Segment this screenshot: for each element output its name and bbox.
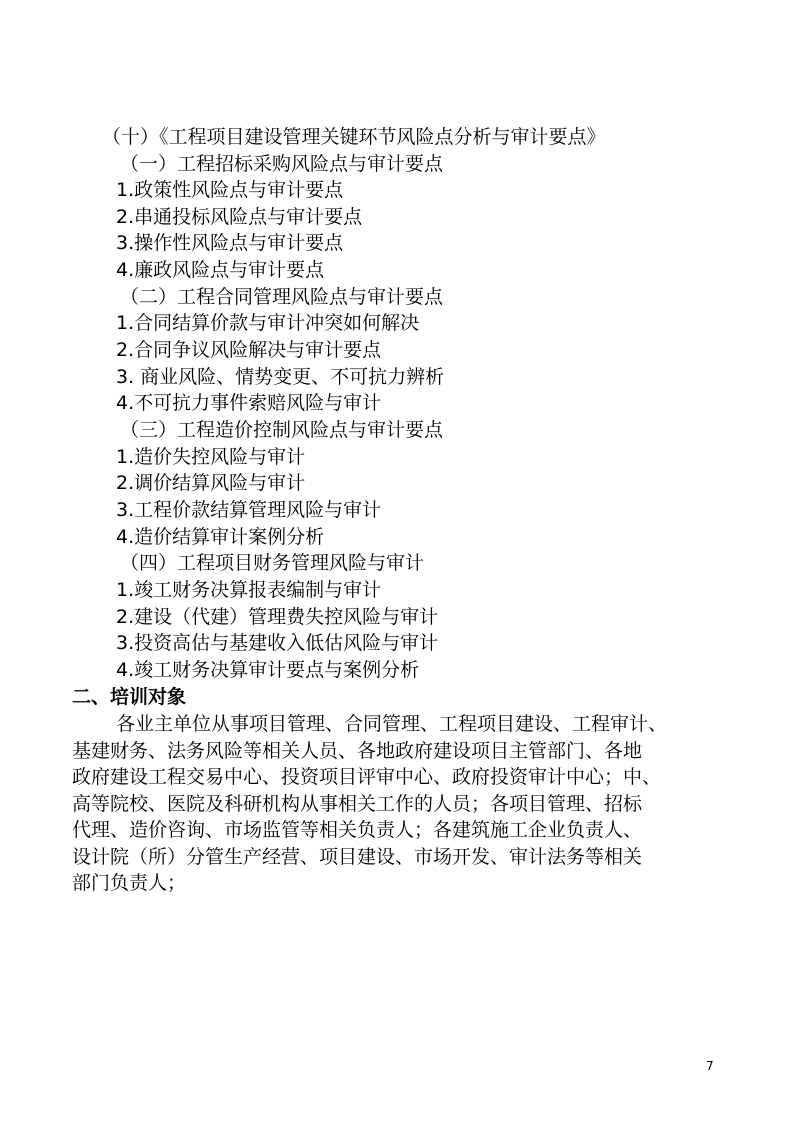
page-number: 7: [706, 1059, 714, 1073]
list-item: 1.竣工财务决算报表编制与审计: [116, 579, 382, 601]
list-item: 4.廉政风险点与审计要点: [116, 259, 325, 281]
subsection-title: （一）工程招标采购风险点与审计要点: [120, 153, 444, 175]
list-item: 4.竣工财务决算审计要点与案例分析: [116, 659, 420, 681]
list-item: 2.串通投标风险点与审计要点: [116, 206, 363, 228]
paragraph-line: 代理、造价咨询、市场监管等相关负责人；各建筑施工企业负责人、: [72, 819, 643, 841]
paragraph-line: 设计院（所）分管生产经营、项目建设、市场开发、审计法务等相关: [72, 845, 643, 868]
list-item: 4.不可抗力事件索赔风险与审计: [116, 392, 382, 414]
paragraph-line: 各业主单位从事项目管理、合同管理、工程项目建设、工程审计、: [116, 713, 668, 735]
list-item: 1.造价失控风险与审计: [116, 446, 306, 468]
list-item: 3.操作性风险点与审计要点: [116, 232, 344, 254]
paragraph-line: 基建财务、法务风险等相关人员、各地政府建设项目主管部门、各地: [72, 739, 643, 762]
list-item: 3.工程价款结算管理风险与审计: [116, 499, 382, 521]
paragraph-line: 部门负责人；: [72, 872, 187, 894]
list-item: 4.造价结算审计案例分析: [116, 526, 325, 548]
subsection-title: （四）工程项目财务管理风险与审计: [120, 552, 425, 574]
list-item: 2.建设（代建）管理费失控风险与审计: [116, 606, 439, 628]
list-item: 3.投资高估与基建收入低估风险与审计: [116, 632, 439, 654]
list-item: 1.合同结算价款与审计冲突如何解决: [116, 312, 420, 334]
paragraph-line: 政府建设工程交易中心、投资项目评审中心、政府投资审计中心；中、: [72, 766, 662, 788]
list-item: 3. 商业风险、情势变更、不可抗力辨析: [116, 366, 445, 388]
training-heading: 二、培训对象: [72, 686, 187, 708]
paragraph-line: 高等院校、医院及科研机构从事相关工作的人员；各项目管理、招标: [72, 792, 643, 815]
list-item: 2.合同争议风险解决与审计要点: [116, 339, 382, 361]
training-paragraph: [72, 711, 712, 897]
subsection-title: （二）工程合同管理风险点与审计要点: [120, 286, 444, 308]
list-item: 2.调价结算风险与审计: [116, 472, 306, 494]
section-title: （十）《工程项目建设管理关键环节风险点分析与审计要点》: [102, 126, 606, 148]
subsection-title: （三）工程造价控制风险点与审计要点: [120, 419, 444, 441]
list-item: 1.政策性风险点与审计要点: [116, 179, 344, 201]
